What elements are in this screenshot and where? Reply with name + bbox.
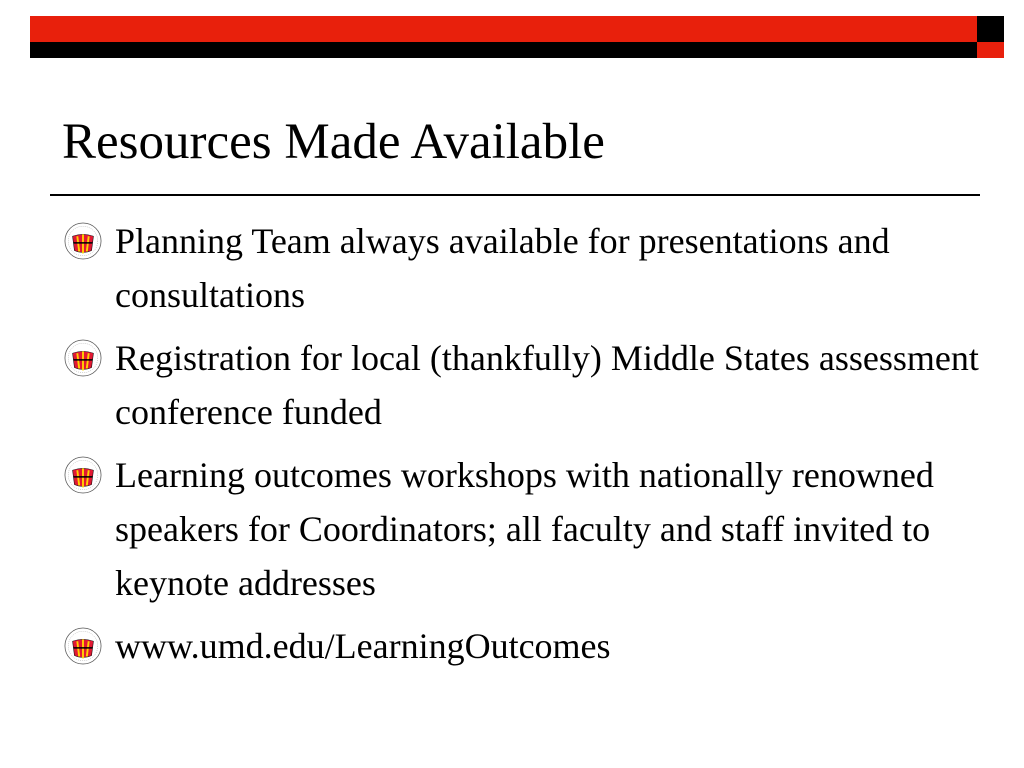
bullet-item xyxy=(62,448,982,610)
university-of-maryland-seal-icon xyxy=(64,222,102,260)
header-corner-black xyxy=(977,16,1004,42)
title-divider xyxy=(50,194,980,196)
bullet-text: Registration for local (thankfully) Middle States assessment conference funded xyxy=(115,338,979,432)
bullet-item xyxy=(62,214,982,322)
header-stripe-black xyxy=(30,42,977,58)
bullet-item xyxy=(62,331,982,439)
header-corner-block xyxy=(977,16,1004,58)
header-stripe xyxy=(30,16,977,58)
bullet-list xyxy=(62,214,982,682)
bullet-text: Planning Team always available for presentations and consultations xyxy=(115,221,890,315)
bullet-link-text: www.umd.edu/LearningOutcomes xyxy=(115,626,611,666)
bullet-item xyxy=(62,619,982,673)
university-of-maryland-seal-icon xyxy=(64,456,102,494)
header-stripe-red xyxy=(30,16,977,42)
university-of-maryland-seal-icon xyxy=(64,627,102,665)
university-of-maryland-seal-icon xyxy=(64,339,102,377)
header-corner-red xyxy=(977,42,1004,58)
bullet-text: Learning outcomes workshops with nationally renowned speakers for Coordinators; all faculty and staff invited to keynote addresses xyxy=(115,455,934,603)
slide-title: Resources Made Available xyxy=(62,114,605,170)
